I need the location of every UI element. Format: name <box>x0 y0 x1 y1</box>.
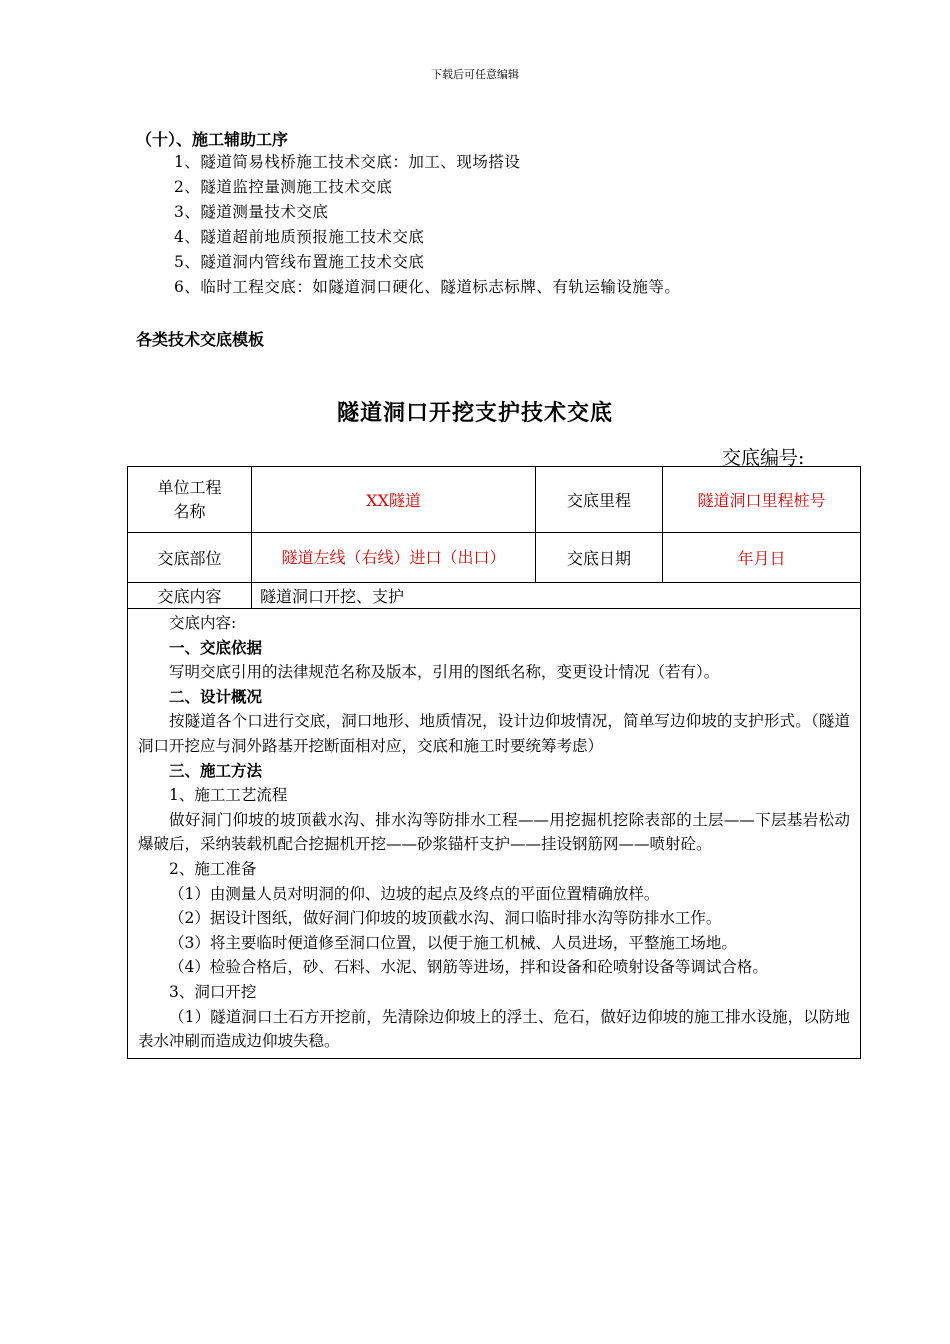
content-summary: 隧道洞口开挖、支护 <box>252 583 861 609</box>
heading-method: 三、施工方法 <box>169 760 263 780</box>
list-item: 2、隧道监控量测施工技术交底 <box>174 178 393 196</box>
mileage-value: 隧道洞口里程桩号 <box>663 467 861 533</box>
document-title: 隧道洞口开挖支护技术交底 <box>336 400 613 426</box>
list-item: 6、临时工程交底：如隧道洞口硬化、隧道标志标牌、有轨运输设施等。 <box>174 278 681 296</box>
section-heading: （十）、施工辅助工序 <box>136 130 289 149</box>
subheading: 1、施工工艺流程 <box>169 786 288 805</box>
content-intro: 交底内容: <box>169 614 237 632</box>
unit-label: 单位工程名称 <box>128 467 252 533</box>
heading-basis: 一、交底依据 <box>169 637 263 657</box>
date-value: 年月日 <box>663 533 861 583</box>
subheading: 3、洞口开挖 <box>169 982 257 1001</box>
subheading: 2、施工准备 <box>169 859 257 878</box>
list-item: 1、隧道简易栈桥施工技术交底：加工、现场搭设 <box>174 153 521 171</box>
part-value: 隧道左线（右线）进口（出口） <box>252 533 536 583</box>
paragraph: （3）将主要临时便道修至洞口位置，以便于施工机械、人员进场，平整施工场地。 <box>169 933 737 952</box>
list-item: 5、隧道洞内管线布置施工技术交底 <box>174 253 425 271</box>
paragraph: 做好洞门仰坡的坡顶截水沟、排水沟等防排水工程——用挖掘机挖除表部的土层——下层基岩松动爆破后，采纳装载机配合挖掘机开挖——砂浆锚杆支护——挂设钢筋网——喷射砼。 <box>138 810 850 854</box>
paragraph: 写明交底引用的法律规范名称及版本，引用的图纸名称，变更设计情况（若有）。 <box>169 663 720 682</box>
templates-heading: 各类技术交底模板 <box>136 330 265 349</box>
date-label: 交底日期 <box>536 533 663 583</box>
paragraph: 按隧道各个口进行交底，洞口地形、地质情况，设计边仰坡情况，简单写边仰坡的支护形式。（隧道洞口开挖应与洞外路基开挖断面相对应，交底和施工时要统筹考虑） <box>138 712 850 755</box>
content-label: 交底内容 <box>128 583 252 609</box>
heading-design: 二、设计概况 <box>169 686 263 706</box>
paragraph: （1）隧道洞口土石方开挖前，先清除边仰坡上的浮土、危石，做好边仰坡的施工排水设施，以防地表水冲刷而造成边仰坡失稳。 <box>138 1007 850 1051</box>
procedure-list <box>174 150 680 300</box>
paragraph: （4）检验合格后，砂、石料、水泥、钢筋等进场，拌和设备和砼喷射设备等调试合格。 <box>169 958 768 977</box>
paragraph: （1）由测量人员对明洞的仰、边坡的起点及终点的平面位置精确放样。 <box>169 884 660 903</box>
content-body <box>128 609 861 1059</box>
document-code-label: 交底编号: <box>722 447 805 469</box>
list-item: 4、隧道超前地质预报施工技术交底 <box>174 228 425 246</box>
list-item: 3、隧道测量技术交底 <box>174 203 329 221</box>
mileage-label: 交底里程 <box>536 467 663 533</box>
page-header: 下载后可任意编辑 <box>431 68 519 81</box>
unit-value: XX隧道 <box>252 467 536 533</box>
paragraph: （2）据设计图纸，做好洞门仰坡的坡顶截水沟、洞口临时排水沟等防排水工作。 <box>169 909 722 928</box>
part-label: 交底部位 <box>128 533 252 583</box>
disclosure-table <box>127 466 861 1059</box>
